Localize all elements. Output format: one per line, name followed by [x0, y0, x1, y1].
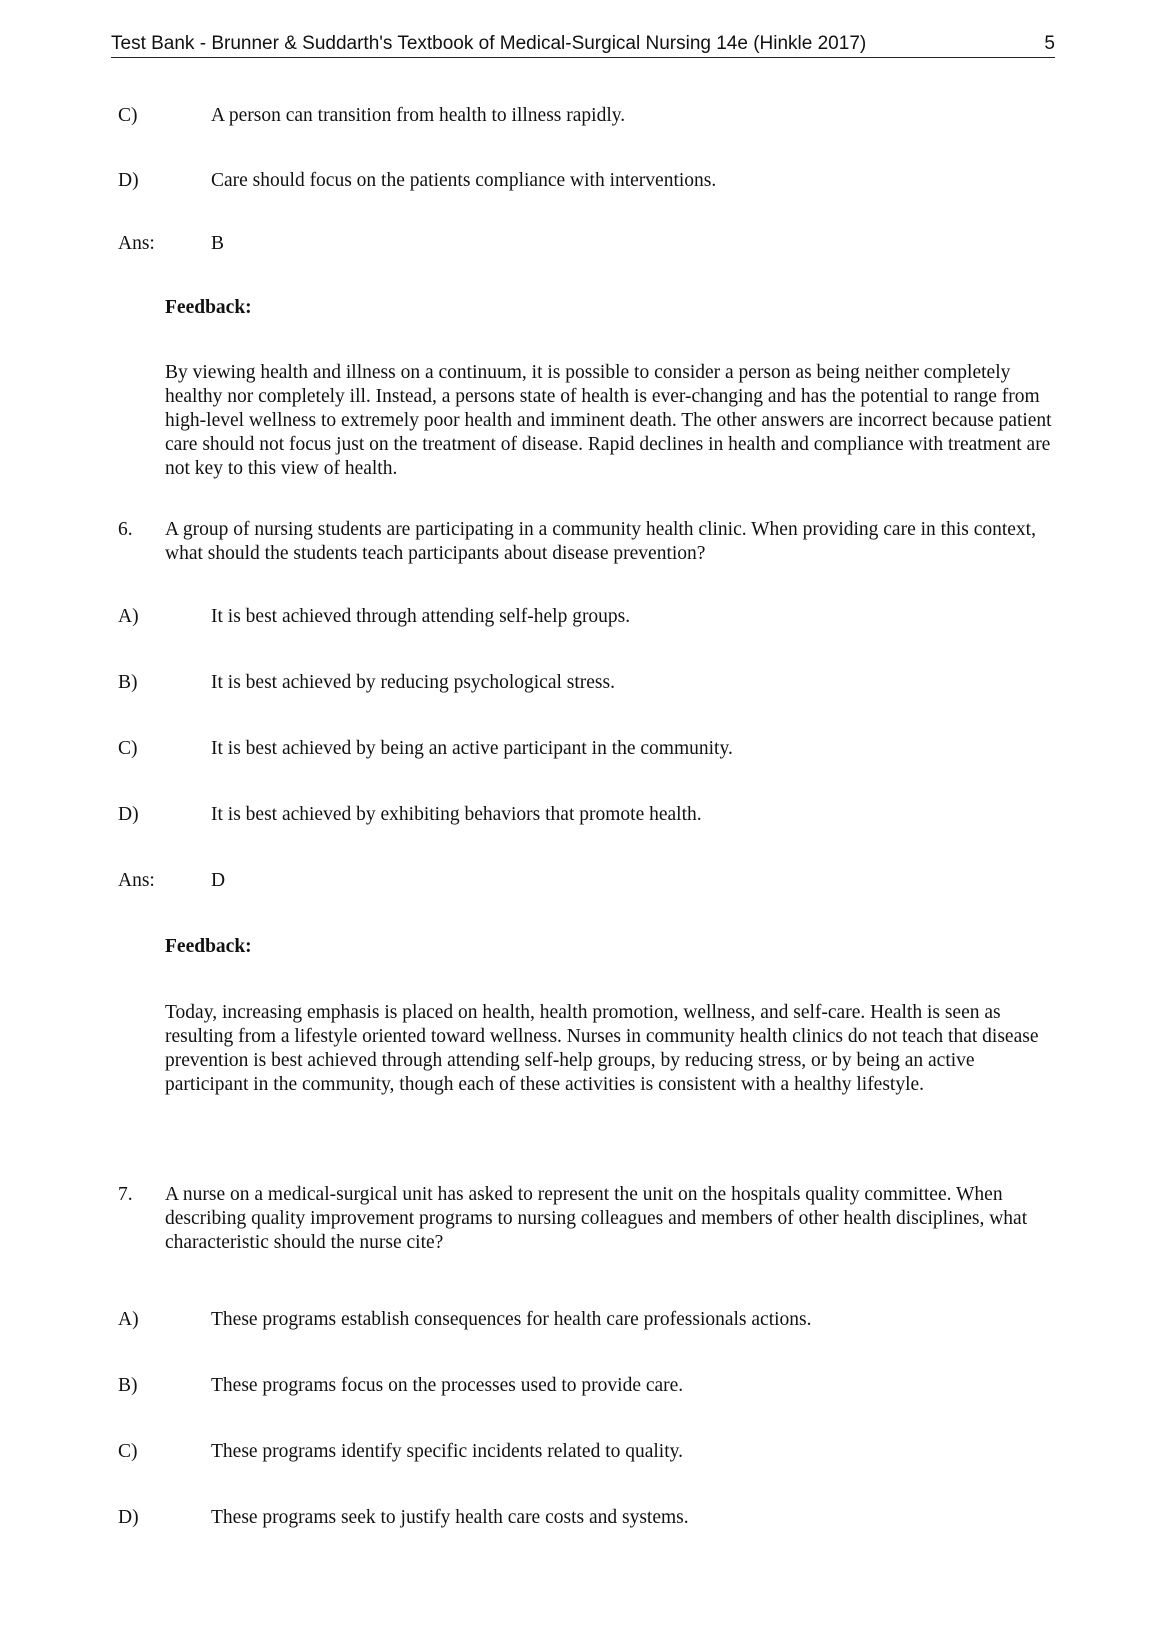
q7-option-d-text: These programs seek to justify health care costs and systems. [211, 1507, 689, 1528]
page-number: 5 [1044, 33, 1055, 54]
q6-option-d-text: It is best achieved by exhibiting behaviors that promote health. [211, 804, 702, 825]
q6-answer-label: Ans: [118, 870, 155, 891]
q7-option-c-text: These programs identify specific incidents related to quality. [211, 1441, 683, 1462]
q5-option-d-label: D) [118, 170, 139, 191]
q5-answer-label: Ans: [118, 233, 155, 254]
q5-feedback-text: By viewing health and illness on a continuum, it is possible to consider a person as being neither completely healthy nor completely ill. Instead, a persons state of health is ever-changing and has the potential to range from high-level wellness to extremely poor health and imminent death. The other answers are incorrect because patient care should not focus just on the treatment of disease. Rapid declines in health and compliance with treatment are not key to this view of health. [165, 362, 1052, 479]
q7-option-b-label: B) [118, 1375, 138, 1396]
q7-option-c-label: C) [118, 1441, 138, 1462]
q6-question-text: A group of nursing students are participating in a community health clinic. When providing care in this context, what should the students teach participants about disease prevention? [165, 519, 1036, 564]
q6-option-c-label: C) [118, 738, 138, 759]
q6-answer: D [211, 870, 226, 891]
q6-option-b-text: It is best achieved by reducing psychological stress. [211, 672, 615, 693]
page-header [111, 30, 1055, 58]
q6-option-c-text: It is best achieved by being an active participant in the community. [211, 738, 733, 759]
header-title: Test Bank - Brunner & Suddarth's Textbook of Medical-Surgical Nursing 14e (Hinkle 2017) [111, 33, 867, 54]
q7-question-text: A nurse on a medical-surgical unit has asked to represent the unit on the hospitals quality committee. When describing quality improvement programs to nursing colleagues and members of other health disciplines, what characteristic should the nurse cite? [165, 1184, 1028, 1253]
q6-option-b-label: B) [118, 672, 138, 693]
q5-option-c-label: C) [118, 105, 138, 126]
q5-option-c-text: A person can transition from health to illness rapidly. [211, 105, 626, 126]
q5-feedback-heading: Feedback: [165, 297, 252, 318]
q6-feedback-text: Today, increasing emphasis is placed on health, health promotion, wellness, and self-care. Health is seen as resulting from a lifestyle oriented toward wellness. Nurses in community health clinics do not teach that disease prevention is best achieved through attending self-help groups, by reducing stress, or by being an active participant in the community, though each of these activities is consistent with a healthy lifestyle. [165, 1002, 1039, 1095]
q6-option-a-text: It is best achieved through attending self-help groups. [211, 606, 631, 627]
q7-option-d-label: D) [118, 1507, 139, 1528]
q5-option-d-text: Care should focus on the patients compliance with interventions. [211, 170, 717, 191]
q6-number: 6. [118, 519, 133, 540]
q6-feedback-heading: Feedback: [165, 936, 252, 957]
q6-option-a-label: A) [118, 606, 139, 627]
q7-number: 7. [118, 1184, 133, 1205]
q5-answer: B [211, 233, 225, 254]
q7-option-a-label: A) [118, 1309, 139, 1330]
q6-option-d-label: D) [118, 804, 139, 825]
q7-option-b-text: These programs focus on the processes used to provide care. [211, 1375, 684, 1396]
q7-option-a-text: These programs establish consequences for health care professionals actions. [211, 1309, 812, 1330]
